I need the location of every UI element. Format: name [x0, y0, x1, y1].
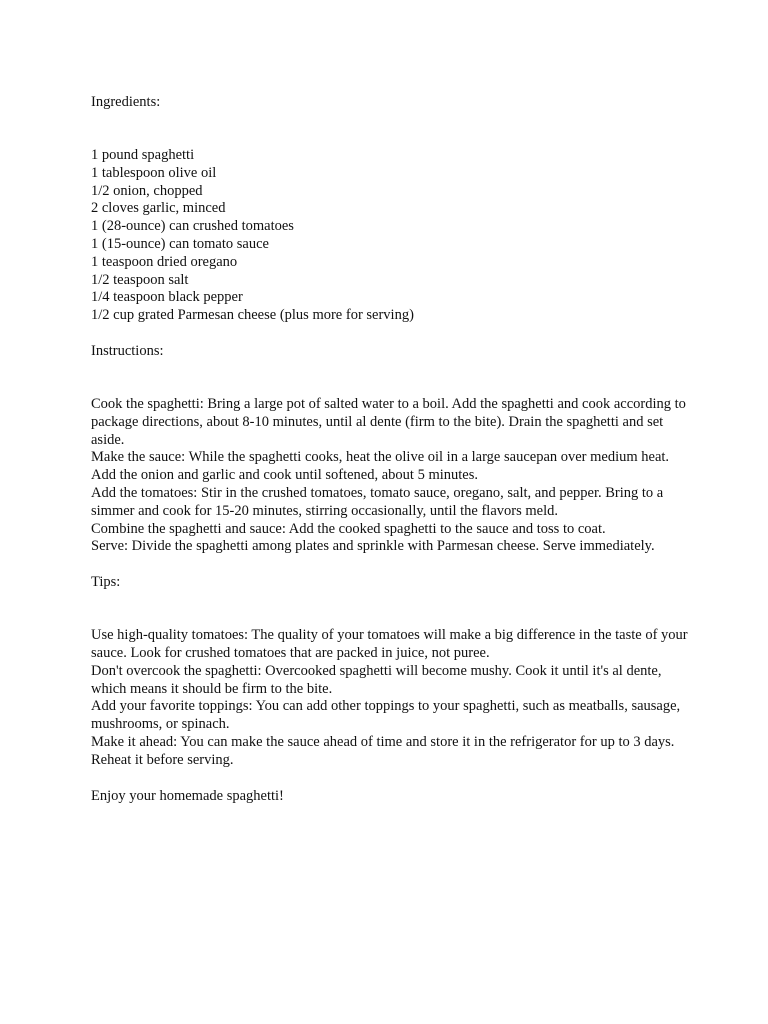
tips-list: [91, 627, 691, 769]
spacer: [91, 361, 691, 396]
tip-item: Make it ahead: You can make the sauce ahead of time and store it in the refrigerator for up to 3 days. Reheat it before serving.: [91, 733, 675, 768]
ingredients-list: [91, 147, 691, 325]
spacer: [91, 556, 691, 574]
recipe-document: [91, 94, 691, 806]
ingredient-item: 2 cloves garlic, minced: [91, 200, 226, 217]
ingredient-item: 1/2 onion, chopped: [91, 182, 203, 199]
spacer: [91, 325, 691, 343]
tip-item: Don't overcook the spaghetti: Overcooked spaghetti will become mushy. Cook it until it's al dente, which means it should be firm to the bite.: [91, 662, 662, 697]
spacer: [91, 592, 691, 627]
ingredient-item: 1 tablespoon olive oil: [91, 164, 217, 181]
tips-heading: Tips:: [91, 574, 121, 591]
spacer: [91, 770, 691, 788]
instruction-step: Add the tomatoes: Stir in the crushed tomatoes, tomato sauce, oregano, salt, and pepper. Bring to a simmer and cook for 15-20 minutes, stirring occasionally, until the flavors meld.: [91, 484, 664, 519]
tip-item: Add your favorite toppings: You can add other toppings to your spaghetti, such as meatballs, sausage, mushrooms, or spinach.: [91, 698, 681, 733]
instruction-step: Serve: Divide the spaghetti among plates and sprinkle with Parmesan cheese. Serve immediately.: [91, 538, 655, 555]
instructions-heading: Instructions:: [91, 342, 164, 359]
instruction-step: Combine the spaghetti and sauce: Add the cooked spaghetti to the sauce and toss to coat.: [91, 520, 606, 537]
tip-item: Use high-quality tomatoes: The quality of your tomatoes will make a big difference in the taste of your sauce. Look for crushed tomatoes that are packed in juice, not puree.: [91, 627, 688, 661]
closing-line: Enjoy your homemade spaghetti!: [91, 787, 284, 804]
instruction-step: Make the sauce: While the spaghetti cooks, heat the olive oil in a large saucepan over medium heat. Add the onion and garlic and cook until softened, about 5 minutes.: [91, 449, 670, 484]
instruction-step: Cook the spaghetti: Bring a large pot of salted water to a boil. Add the spaghetti and cook according to package directions, about 8-10 minutes, until al dente (firm to the bite). Drain the spaghetti and set aside.: [91, 395, 686, 448]
instructions-list: [91, 396, 691, 556]
spacer: [91, 112, 691, 147]
ingredient-item: 1/2 cup grated Parmesan cheese (plus more for serving): [91, 307, 414, 324]
ingredient-item: 1 teaspoon dried oregano: [91, 253, 238, 270]
ingredient-item: 1 pound spaghetti: [91, 147, 195, 163]
ingredients-heading: Ingredients:: [91, 94, 161, 110]
ingredient-item: 1 (15-ounce) can tomato sauce: [91, 235, 269, 252]
ingredient-item: 1/2 teaspoon salt: [91, 271, 189, 288]
ingredient-item: 1 (28-ounce) can crushed tomatoes: [91, 218, 294, 235]
ingredient-item: 1/4 teaspoon black pepper: [91, 289, 243, 306]
